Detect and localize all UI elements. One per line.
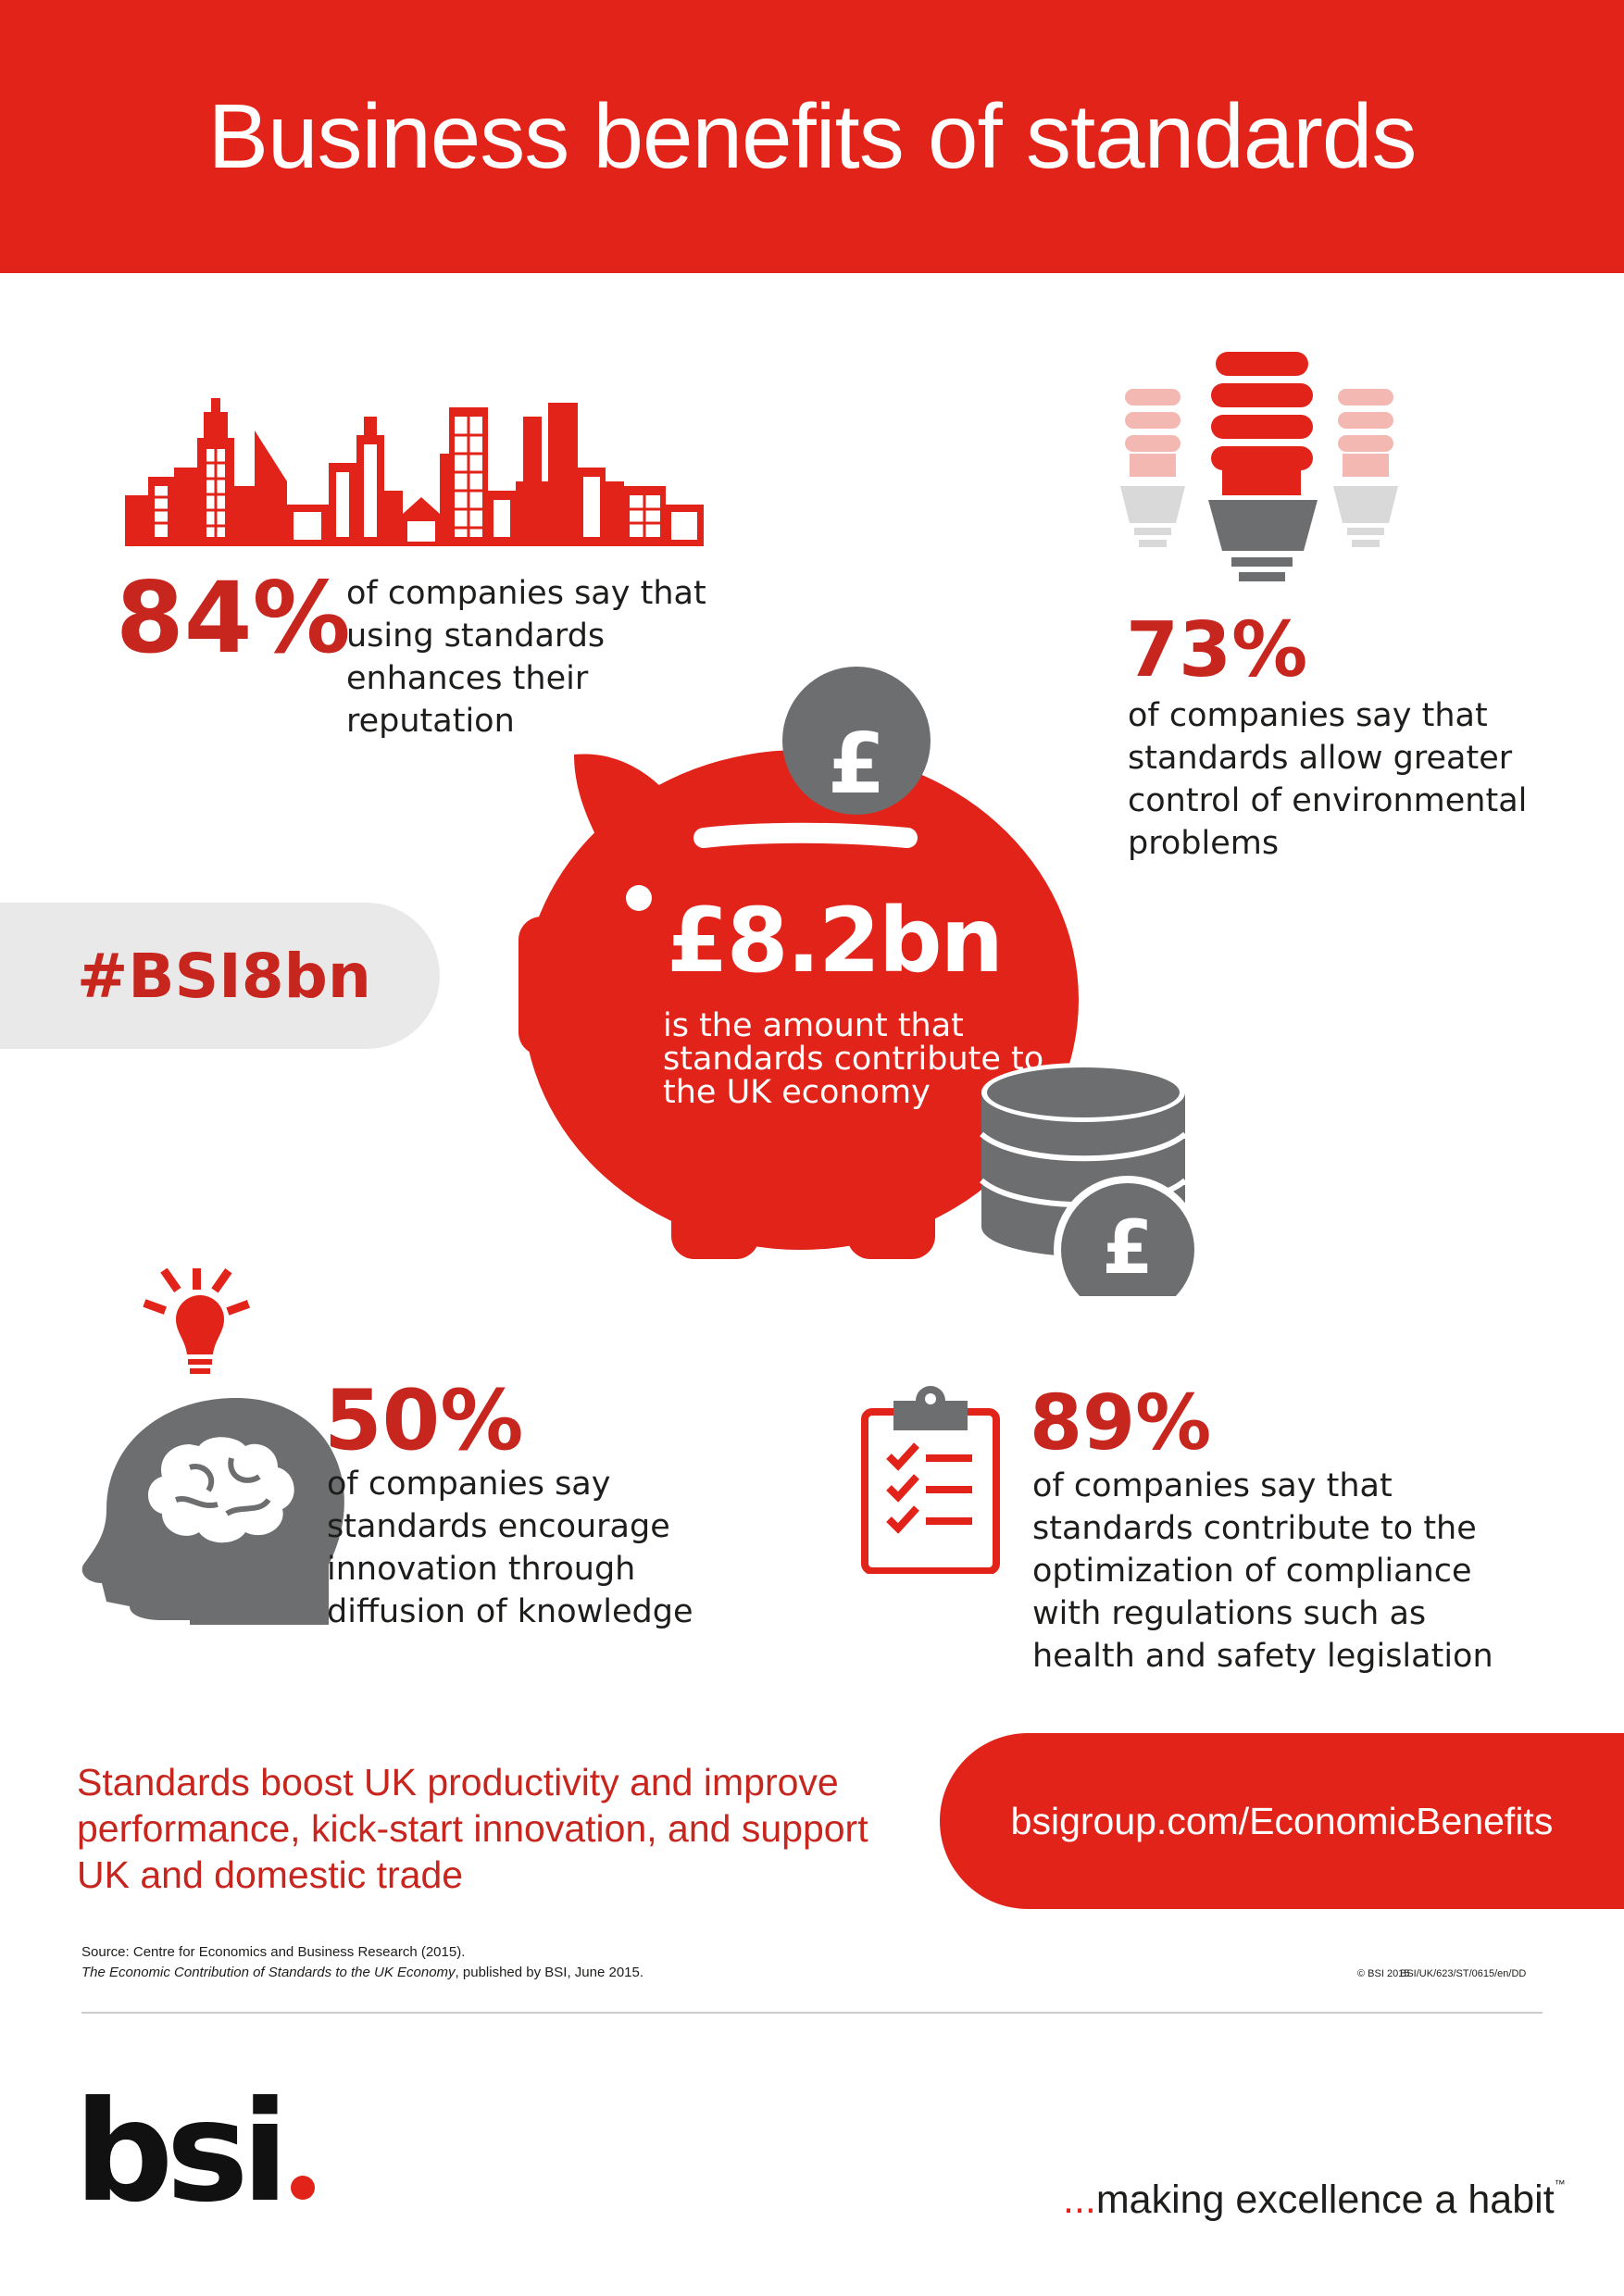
head-brain-icon <box>79 1268 347 1625</box>
source-title: The Economic Contribution of Standards to the UK Economy <box>81 1965 456 1980</box>
bsi-logo <box>74 2072 315 2233</box>
tagline-text: making excellence a habit <box>1095 2177 1555 2222</box>
document-code: BSI/UK/623/ST/0615/en/DD <box>1400 1968 1527 1979</box>
source-line-1: Source: Centre for Economics and Business Research (2015). <box>81 1944 466 1960</box>
logo-text: bsi <box>74 2072 282 2233</box>
stat-environment-value: 73% <box>1126 606 1308 694</box>
trademark-symbol: ™ <box>1554 2177 1566 2190</box>
clipboard-checklist-icon <box>861 1384 1000 1574</box>
source-rest: , published by BSI, June 2015. <box>455 1965 644 1980</box>
energy-saving-bulbs-icon <box>1116 352 1421 593</box>
logo-red-dot <box>291 2176 315 2200</box>
slogan-text: Standards boost UK productivity and improve performance, kick-start innovation, and support UK and domestic trade <box>77 1761 868 1896</box>
tagline-dots: ... <box>1063 2177 1096 2222</box>
stat-economy-value: £8.2bn <box>667 889 1002 992</box>
stat-innovation-value: 50% <box>324 1372 524 1469</box>
stat-economy-text: is the amount that standards contribute to the UK economy <box>663 1007 1044 1111</box>
stat-reputation-value: 84% <box>116 561 351 675</box>
hashtag-text: #BSI8bn <box>77 940 371 1012</box>
source-line-2 <box>81 1963 643 1983</box>
source-citation <box>81 1942 643 1983</box>
stat-compliance-value: 89% <box>1030 1379 1212 1467</box>
divider <box>81 2012 1543 2014</box>
stat-reputation-text: of companies say that using standards enhances their reputation <box>346 575 706 740</box>
pound-coin-stack-icon: £ <box>1102 1204 1154 1291</box>
city-skyline-icon <box>125 393 704 546</box>
stat-compliance-text: of companies say that standards contribute to the optimization of compliance with regulations such as health and safety legislation <box>1032 1467 1493 1675</box>
pound-coin-icon: £ <box>827 715 886 813</box>
economic-benefits-link[interactable]: bsigroup.com/EconomicBenefits <box>1010 1799 1554 1842</box>
stat-innovation-text: of companies say standards encourage innovation through diffusion of knowledge <box>327 1466 693 1630</box>
page-title: Business benefits of standards <box>207 85 1417 187</box>
copyright-text: © BSI 2015 <box>1357 1968 1410 1979</box>
tagline <box>1063 2177 1566 2223</box>
stat-environment-text: of companies say that standards allow greater control of environmental problems <box>1128 697 1528 862</box>
